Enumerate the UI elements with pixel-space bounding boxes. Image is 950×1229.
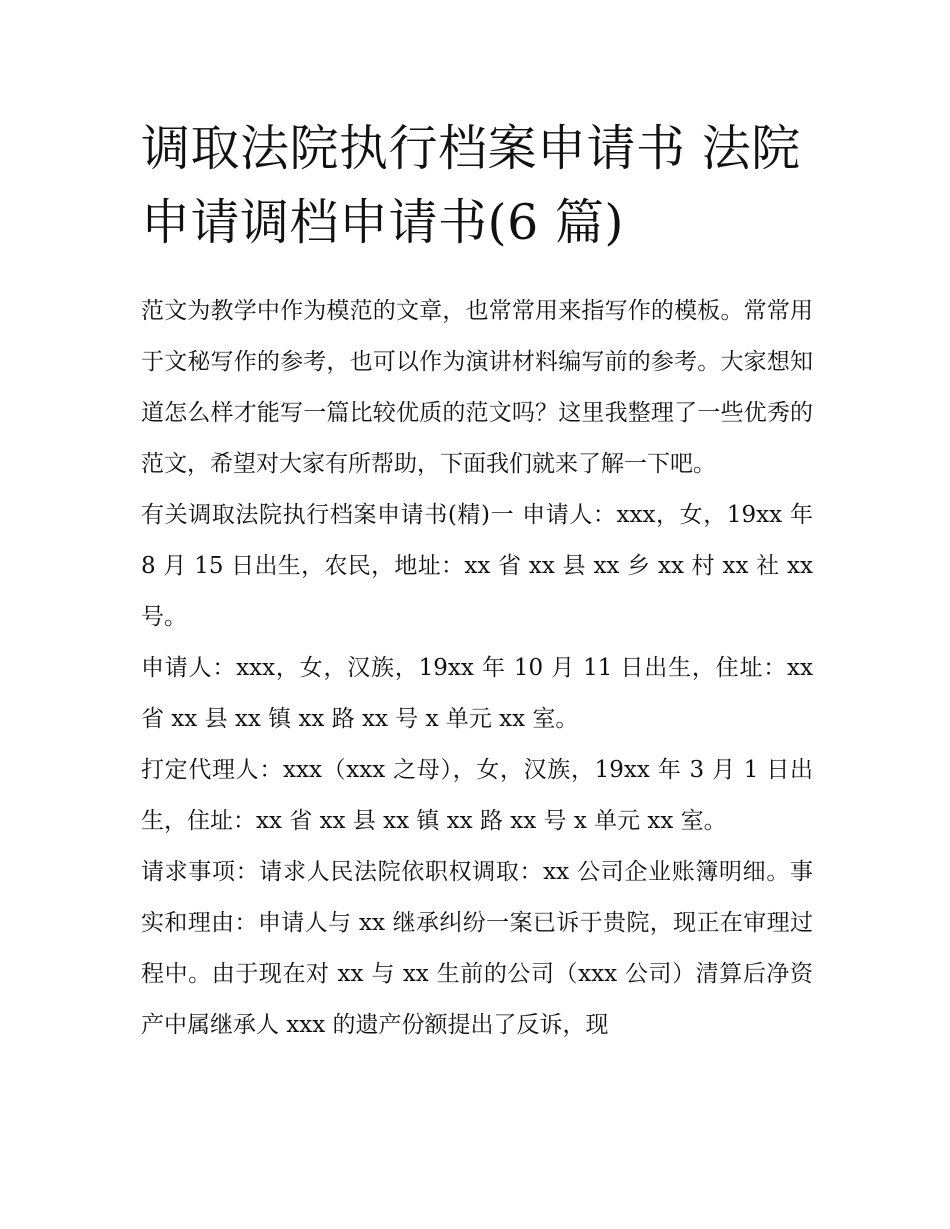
paragraph-request: 请求事项：请求人民法院依职权调取：xx 公司企业账簿明细。事实和理由：申请人与 xx 继承纠纷一案已诉于贵院，现正在审理过程中。由于现在对 xx 与 xx 生前的公司（xxx 公司）清算后净资产中属继承人 xxx 的遗产份额提出了反诉，现 [141,859,813,1038]
paragraph-applicant-1: 有关调取法院执行档案申请书(精)一 申请人：xxx，女，19xx 年 8 月 15 日出生，农民，地址：xx 省 xx 县 xx 乡 xx 村 xx 社 xx 号。 [141,502,813,630]
paragraph-agent: 打定代理人：xxx（xxx 之母），女，汉族，19xx 年 3 月 1 日出生，住址：xx 省 xx 县 xx 镇 xx 路 xx 号 x 单元 xx 室。 [141,757,813,834]
paragraph-intro: 范文为教学中作为模范的文章，也常常用来指写作的模板。常常用于文秘写作的参考，也可以作为演讲材料编写前的参考。大家想知道怎么样才能写一篇比较优质的范文吗？这里我整理了一些优秀的范文，希望对大家有所帮助，下面我们就来了解一下吧。 [141,298,813,477]
paragraph-applicant-2: 申请人：xxx，女，汉族，19xx 年 10 月 11 日出生，住址：xx 省 xx 县 xx 镇 xx 路 xx 号 x 单元 xx 室。 [141,655,813,732]
document-body [141,286,813,1051]
document-title: 调取法院执行档案申请书 法院申请调档申请书(6 篇) [141,120,801,251]
document-page [141,112,813,1051]
